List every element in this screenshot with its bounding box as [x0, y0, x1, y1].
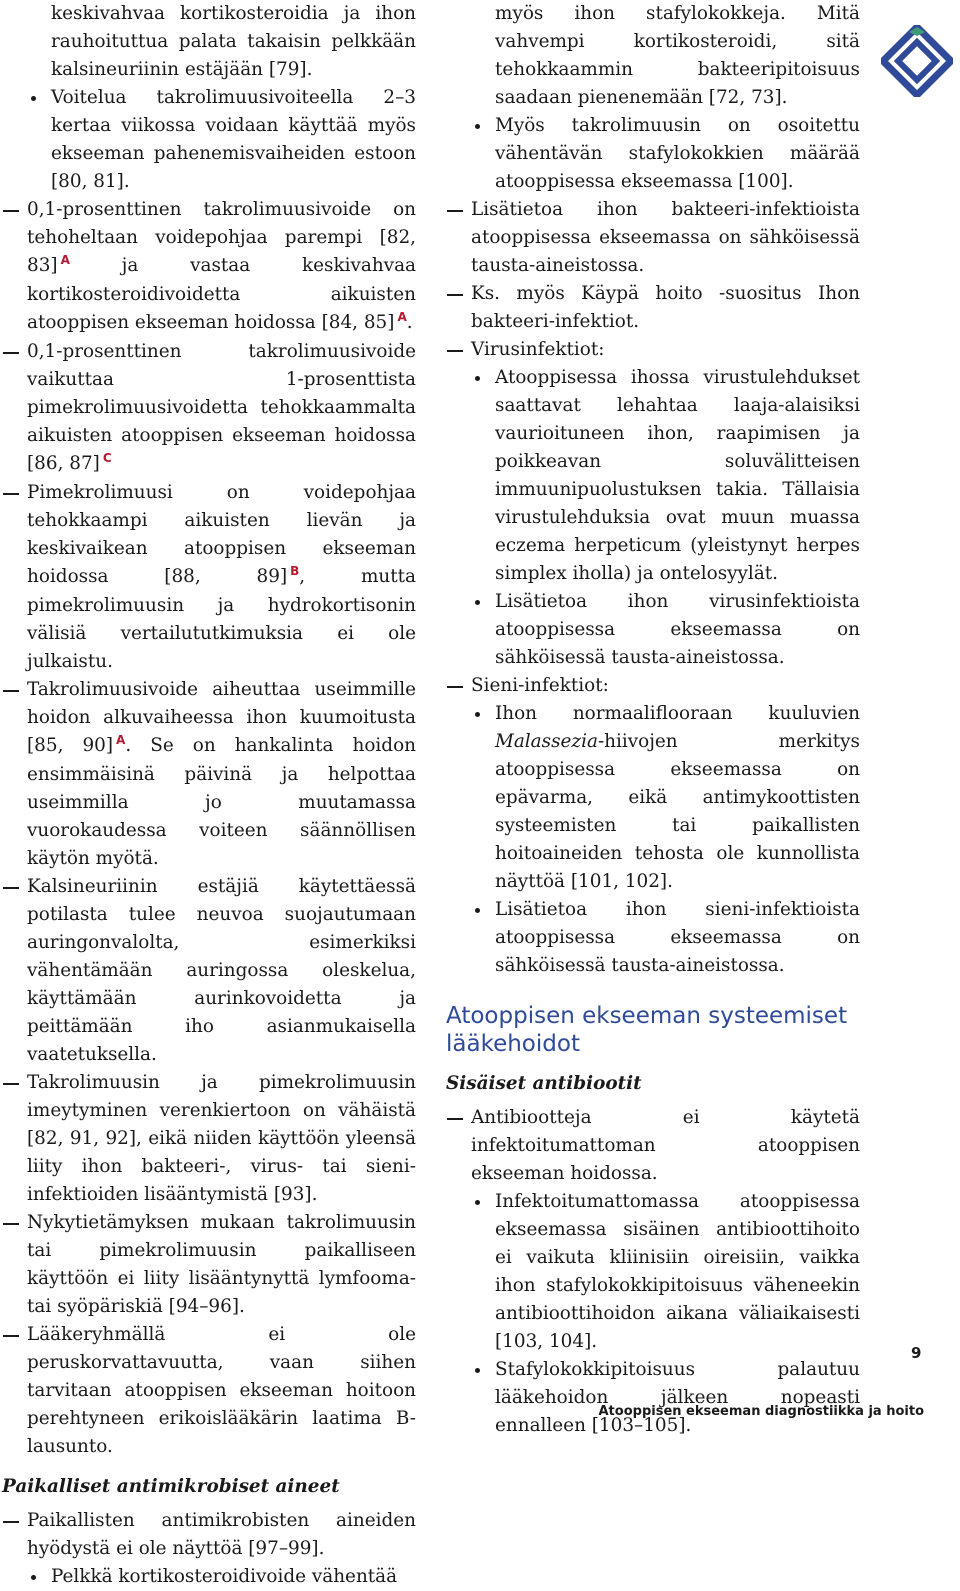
- dash-item: Takrolimuusivoide aiheuttaa useimmille hoidon alkuvaiheessa ihon kuumoitusta [85, 90] $^A$. Se on hankalinta hoidon ensimmäisinä päivinä ja helpottaa useimmilla jo muutamassa vuorokaudessa voiteen säännöllisen käytön myötä.: [2, 676, 416, 873]
- dash-item: Ks. myös Käypä hoito -suositus Ihon bakteeri-infektiot.: [446, 280, 860, 336]
- bullet-item: Myös takrolimuusin on osoitettu vähentävän stafylokokkien määrää atooppisessa ekseemassa [100].: [446, 112, 860, 196]
- evidence-level-badge: B: [290, 564, 300, 578]
- evidence-level-badge: A: [116, 733, 126, 747]
- bullet-item: Stafylokokkipitoisuus palautuu lääkehoidon jälkeen nopeasti ennalleen [103–105].: [446, 1356, 860, 1440]
- evidence-level-badge: A: [60, 253, 70, 267]
- dash-item: Paikallisten antimikrobisten aineiden hyödystä ei ole näyttöä [97–99].: [2, 1507, 416, 1563]
- bullet-item: Lisätietoa ihon virusinfektioista atooppisessa ekseemassa on sähköisessä tausta-aineistossa.: [446, 588, 860, 672]
- dash-item: Lääkeryhmällä ei ole peruskorvattavuutta, vaan siihen tarvitaan atooppisen ekseeman hoitoon perehtyneen erikoislääkärin laatima B-lausunto.: [2, 1321, 416, 1461]
- kaypa-hoito-logo-icon: [881, 25, 953, 97]
- bullet-item: Infektoitumattomassa atooppisessa ekseemassa sisäinen antibioottihoito ei vaikuta kliinisiin oireisiin, vaikka ihon stafylokokkipitoisuus väheneekin antibioottihoidon aikana väliaikaisesti [103, 104].: [446, 1188, 860, 1356]
- bullet-item: Atooppisessa ihossa virustulehdukset saattavat lehahtaa laaja-alaisiksi vaurioituneen ihon, raapimisen ja poikkeavan soluvälitteisen immuunipuolustuksen takia. Tällaisia virustulehduksia ovat muun muassa eczema herpeticum (yleistynyt herpes simplex iholla) ja ontelosyylät.: [446, 364, 860, 588]
- paragraph-continuation: keskivahvaa kortikosteroidia ja ihon rauhoituttua palata takaisin pelkkään kalsineuriinin estäjään [79].: [51, 3, 416, 80]
- subheading: Sisäiset antibiootit: [446, 1073, 642, 1094]
- evidence-level-badge: A: [397, 310, 407, 324]
- bullet-item: Ihon normaaliflooraan kuuluvien Malassezia-hiivojen merkitys atooppisessa ekseemassa on epävarma, eikä antimykoottisten systeemisten tai paikallisten hoitoaineiden tehosta ole kunnollista näyttöä [101, 102].: [446, 700, 860, 896]
- page-number: 9: [911, 1344, 922, 1362]
- dash-item: Nykytietämyksen mukaan takrolimuusin tai pimekrolimuusin paikalliseen käyttöön ei liity lisääntynyttä lymfooma- tai syöpäriskiä [94–96].: [2, 1209, 416, 1321]
- footer-title: Atooppisen ekseeman diagnostiikka ja hoito: [598, 1404, 924, 1419]
- evidence-level-badge: C: [102, 451, 112, 465]
- dash-item: 0,1-prosenttinen takrolimuusivoide on tehoheltaan voidepohjaa parempi [82, 83] $^A$ ja vastaa keskivahvaa kortikosteroidivoidetta aikuisten atooppisen ekseeman hoidossa [84, 85] $^A$.: [2, 196, 416, 338]
- paragraph-continuation: myös ihon stafylokokkeja. Mitä vahvempi kortikosteroidi, sitä tehokkaammin bakteeripitoisuus saadaan pienenemään [72, 73].: [495, 3, 860, 108]
- dash-item: Pimekrolimuusi on voidepohjaa tehokkaampi aikuisten lievän ja keskivaikean atooppisen ekseeman hoidossa [88, 89] $^B$, mutta pimekrolimuusin ja hydrokortisonin välisiä vertailututkimuksia ei ole julkaistu.: [2, 479, 416, 676]
- bullet-item: Voitelua takrolimuusivoiteella 2–3 kertaa viikossa voidaan käyttää myös ekseeman pahenemisvaiheiden estoon [80, 81].: [2, 84, 416, 196]
- bullet-item: Lisätietoa ihon sieni-infektioista atooppisessa ekseemassa on sähköisessä tausta-aineistossa.: [446, 896, 860, 980]
- subheading: Paikalliset antimikrobiset aineet: [2, 1476, 340, 1497]
- dash-item: Antibiootteja ei käytetä infektoitumattoman atooppisen ekseeman hoidossa.: [446, 1104, 860, 1188]
- dash-item: Sieni-infektiot:: [446, 672, 860, 700]
- dash-item: Kalsineuriinin estäjiä käytettäessä potilasta tulee neuvoa suojautumaan auringonvalolta, esimerkiksi vähentämään auringossa oleskelua, käyttämään aurinkovoidetta ja peittämään iho asianmukaisella vaatetuksella.: [2, 873, 416, 1069]
- bullet-item: Pelkkä kortikosteroidivoide vähentää: [2, 1563, 416, 1591]
- right-column: [446, 0, 860, 1440]
- dash-item: 0,1-prosenttinen takrolimuusivoide vaikuttaa 1-prosenttista pimekrolimuusivoidetta tehokkaammalta aikuisten atooppisen ekseeman hoidossa [86, 87] $^C$: [2, 338, 416, 479]
- dash-item: Virusinfektiot:: [446, 336, 860, 364]
- left-column: [2, 0, 416, 1591]
- dash-item: Lisätietoa ihon bakteeri-infektioista atooppisessa ekseemassa on sähköisessä tausta-aineistossa.: [446, 196, 860, 280]
- section-heading: Atooppisen ekseeman systeemiset lääkehoidot: [446, 1003, 848, 1057]
- dash-item: Takrolimuusin ja pimekrolimuusin imeytyminen verenkiertoon on vähäistä [82, 91, 92], eikä niiden käyttöön yleensä liity ihon bakteeri-, virus- tai sieni-infektioiden lisääntymistä [93].: [2, 1069, 416, 1209]
